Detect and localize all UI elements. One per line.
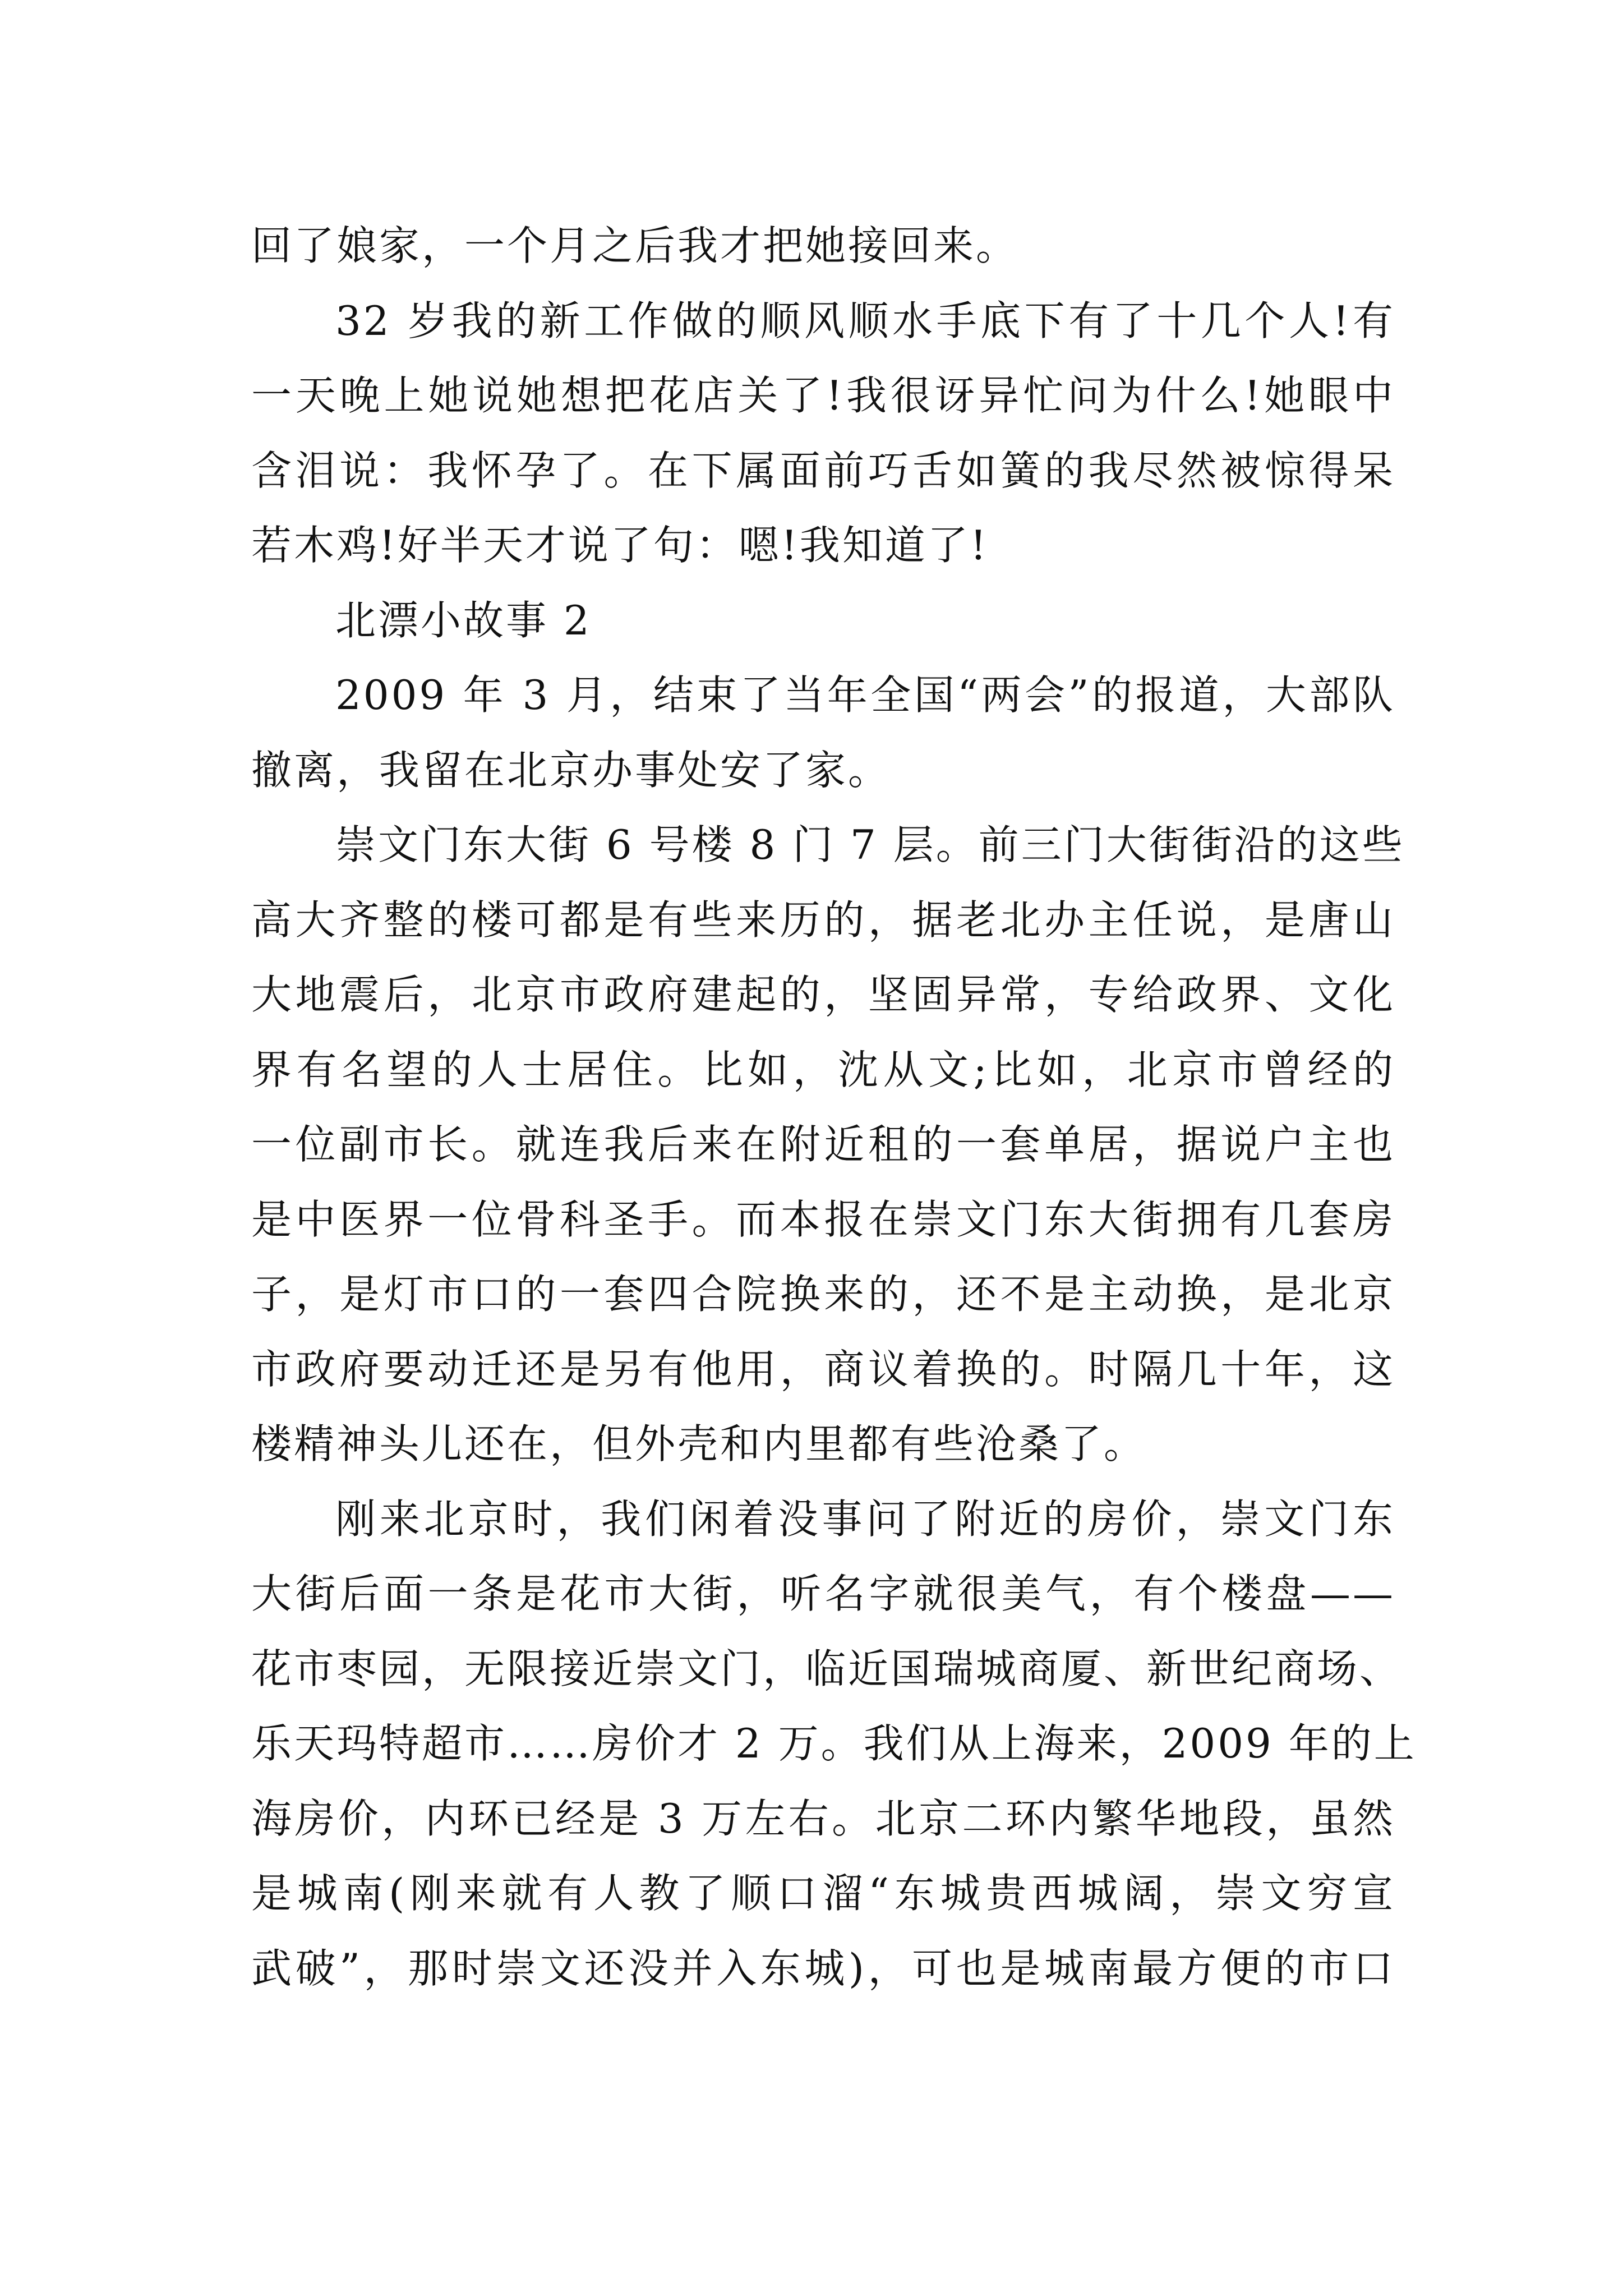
text-line-10: 高大齐整的楼可都是有些来历的，据老北办主任说，是唐山 (251, 896, 1395, 944)
text-line-20: 花市枣园，无限接近崇文门，临近国瑞城商厦、新世纪商场、 (251, 1645, 1403, 1692)
text-line-24: 武破”，那时崇文还没并入东城)，可也是城南最方便的市口 (251, 1944, 1395, 1992)
text-line-14: 是中医界一位骨科圣手。而本报在崇文门东大街拥有几套房 (251, 1195, 1395, 1243)
text-line-18: 刚来北京时，我们闲着没事问了附近的房价，崇文门东 (335, 1495, 1395, 1543)
text-line-21: 乐天玛特超市……房价才 2 万。我们从上海来，2009 年的上 (251, 1720, 1417, 1767)
text-line-5: 若木鸡!好半天才说了句：嗯!我知道了! (251, 522, 989, 569)
section-heading: 北漂小故事 2 (335, 596, 592, 644)
text-line-9: 崇文门东大街 6 号楼 8 门 7 层。前三门大街街沿的这些 (335, 821, 1405, 868)
text-line-19: 大街后面一条是花市大街，听名字就很美气，有个楼盘—— (251, 1570, 1395, 1617)
text-line-23: 是城南(刚来就有人教了顺口溜“东城贵西城阔，崇文穷宣 (251, 1870, 1395, 1917)
text-line-4: 含泪说：我怀孕了。在下属面前巧舌如簧的我尽然被惊得呆 (251, 447, 1395, 494)
text-line-12: 界有名望的人士居住。比如，沈从文;比如，北京市曾经的 (251, 1046, 1395, 1093)
text-line-2: 32 岁我的新工作做的顺风顺水手底下有了十几个人!有 (335, 297, 1395, 344)
text-line-16: 市政府要动迁还是另有他用，商议着换的。时隔几十年，这 (251, 1345, 1395, 1393)
text-line-11: 大地震后，北京市政府建起的，坚固异常，专给政界、文化 (251, 971, 1395, 1018)
document-page (251, 209, 1417, 2006)
text-line-7: 2009 年 3 月，结束了当年全国“两会”的报道，大部队 (335, 671, 1395, 719)
text-line-1: 回了娘家，一个月之后我才把她接回来。 (251, 222, 1019, 269)
text-line-3: 一天晚上她说她想把花店关了!我很讶异忙问为什么!她眼中 (251, 372, 1395, 419)
text-line-15: 子，是灯市口的一套四合院换来的，还不是主动换，是北京 (251, 1271, 1395, 1318)
text-line-17: 楼精神头儿还在，但外壳和内里都有些沧桑了。 (251, 1420, 1147, 1467)
text-line-13: 一位副市长。就连我后来在附近租的一套单居，据说户主也 (251, 1121, 1395, 1168)
text-line-22: 海房价，内环已经是 3 万左右。北京二环内繁华地段，虽然 (251, 1795, 1395, 1842)
text-line-8: 撤离，我留在北京办事处安了家。 (251, 746, 891, 794)
